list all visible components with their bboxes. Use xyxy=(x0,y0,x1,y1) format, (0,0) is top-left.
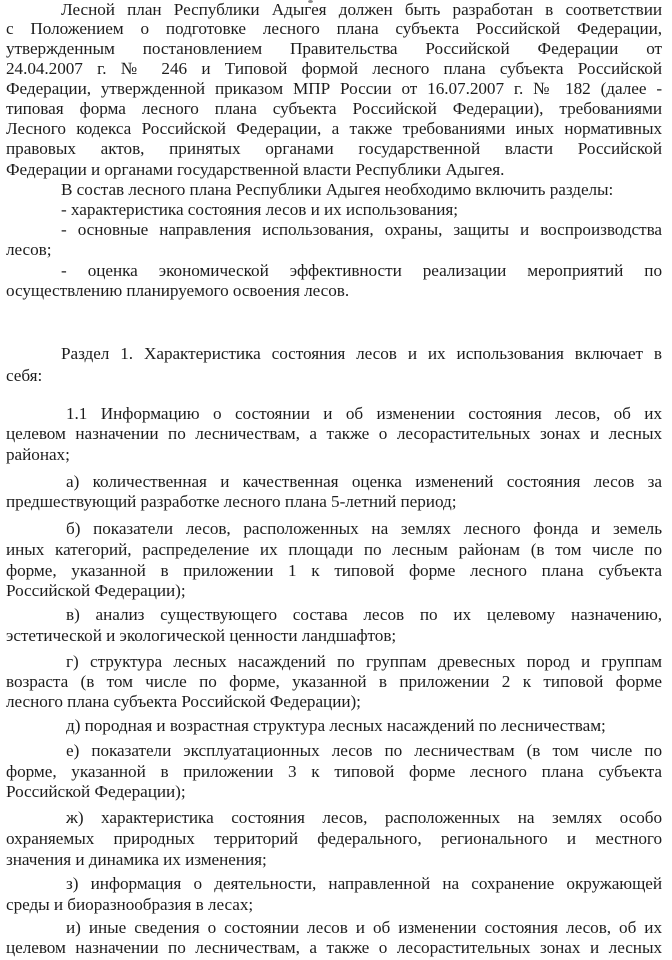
text-line: предшествующий разработке лесного плана 5-летний период; xyxy=(6,492,457,511)
text-line: эстетической и экологической ценности ландшафтов; xyxy=(6,626,397,645)
text-line: Федерации, утвержденной приказом МПР России от 16.07.2007 г. № 182 (далее - xyxy=(6,79,662,98)
text-line: с Положением о подготовке лесного плана субъекта Российской Федерации, xyxy=(6,19,662,38)
text-line: 1.1 Информацию о состоянии и об изменении состояния лесов, об их xyxy=(66,404,662,423)
text-line: иных категорий, распределение их площади по лесным районам (в том числе по xyxy=(6,540,662,559)
text-line: осуществлению планируемого освоения лесов. xyxy=(6,281,350,300)
text-line: Лесной план Республики Адыгея должен быть разработан в соответствии xyxy=(61,0,662,19)
text-line: ж) характеристика состояния лесов, расположенных на землях особо xyxy=(66,808,662,827)
text-line: Федерации и органами государственной власти Республики Адыгея. xyxy=(6,160,505,179)
text-line: форме, указанной в приложении 3 к типовой форме лесного плана субъекта xyxy=(6,762,662,781)
text-line: б) показатели лесов, расположенных на землях лесного фонда и земель xyxy=(66,519,662,538)
text-line: районах; xyxy=(6,445,70,464)
list-item: - основные направления использования, охраны, защиты и воспроизводства xyxy=(61,220,662,239)
text-line: 24.04.2007 г. № 246 и Типовой формой лесного плана субъекта Российской xyxy=(6,59,662,78)
text-line: форме, указанной в приложении 1 к типовой форме лесного плана субъекта xyxy=(6,561,662,580)
text-line: правовых актов, принятых органами государственной власти Российской xyxy=(6,139,662,158)
text-line: и) иные сведения о состоянии лесов и об изменении состояния лесов, об их xyxy=(66,918,662,937)
section-heading-line: Раздел 1. Характеристика состояния лесов и их использования включает в xyxy=(61,344,662,363)
text-line: целевом назначении по лесничествам, а также о лесорастительных зонах и лесных xyxy=(6,938,662,957)
text-line: Российской Федерации); xyxy=(6,581,186,600)
text-line: возраста (в том числе по форме, указанной в приложении 2 к типовой форме xyxy=(6,672,662,691)
text-line: утвержденным постановлением Правительства Российской Федерации от xyxy=(6,39,662,58)
text-line: Лесного кодекса Российской Федерации, а также требованиями иных нормативных xyxy=(6,119,662,138)
text-line: г) структура лесных насаждений по группам древесных пород и группам xyxy=(66,652,662,671)
list-item: - характеристика состояния лесов и их использования; xyxy=(61,200,458,219)
text-line: в) анализ существующего состава лесов по их целевому назначению, xyxy=(66,605,662,624)
section-heading-line: себя: xyxy=(6,366,43,385)
document-page xyxy=(6,0,662,960)
text-line: з) информация о деятельности, направленной на сохранение окружающей xyxy=(66,874,662,893)
text-line: охраняемых природных территорий федерального, регионального и местного xyxy=(6,829,662,848)
text-line: е) показатели эксплуатационных лесов по лесничествам (в том числе по xyxy=(66,741,662,760)
text-line: а) количественная и качественная оценка изменений состояния лесов за xyxy=(66,472,662,491)
text-line: Российской Федерации); xyxy=(6,782,186,801)
text-line: целевом назначении по лесничествам, а также о лесорастительных зонах и лесных xyxy=(6,424,662,443)
text-line: среды и биоразнообразия в лесах; xyxy=(6,895,254,914)
text-line: лесов; xyxy=(6,240,52,259)
text-line: значения и динамика их изменения; xyxy=(6,850,267,869)
text-line: В состав лесного плана Республики Адыгея необходимо включить разделы: xyxy=(61,180,614,199)
text-line: д) породная и возрастная структура лесных насаждений по лесничествам; xyxy=(66,716,606,735)
text-line: лесного плана субъекта Российской Федерации); xyxy=(6,692,361,711)
list-item: - оценка экономической эффективности реализации мероприятий по xyxy=(61,261,662,280)
text-line: типовая форма лесного плана субъекта Российской Федерации), требованиями xyxy=(6,99,662,118)
